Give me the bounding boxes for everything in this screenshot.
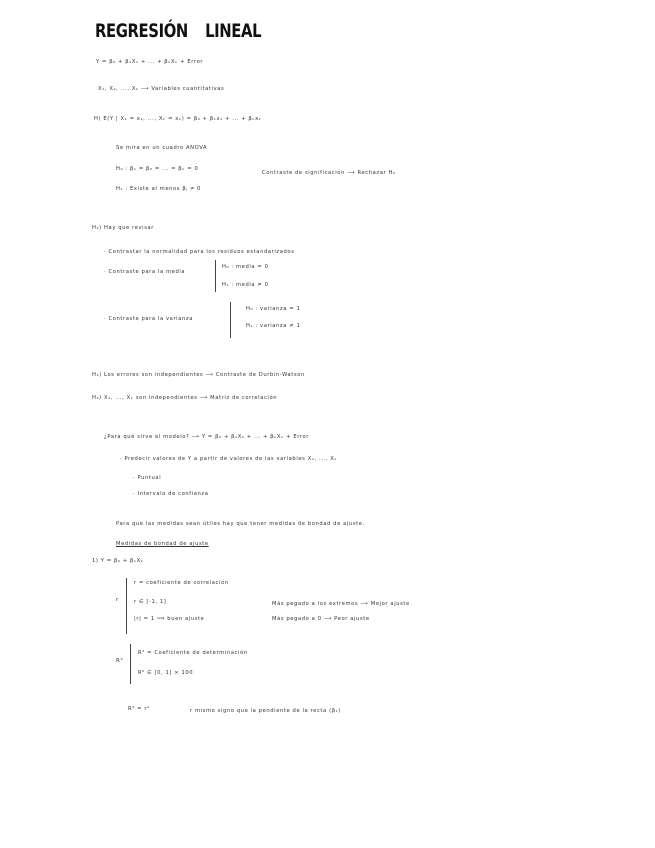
predict-line: · Predecir valores de Y a partir de valores de las variables X₁, ..., Xₖ [120,456,338,462]
title-word-regresion: REGRESIÓN [95,20,188,42]
mean-h0-line: H₀ : media = 0 [222,264,269,270]
better-fit-line: Más pegado a los extremos ⟶ Mejor ajuste [272,601,410,607]
worse-fit-line: Más pegado a 0 ⟶ Peor ajuste [272,616,370,622]
r-brace [126,578,127,634]
hypothesis-1: H) E(Y | X₁ = x₁, ..., Xₖ = xₖ) = β₀ + β₁x₁ + ... + βₖxₖ [94,116,262,122]
model-equation: Y = β₀ + β₁X₁ + ... + βₖXₖ + Error [96,59,204,65]
variance-contrast-line: · Contraste para la varianza [104,316,193,322]
r2-label: R² [116,658,124,664]
page-title [95,20,278,42]
r-definition-line: r = coeficiente de correlación [134,580,229,586]
r2-range-line: R² ∈ [0, 1] × 100 [138,670,194,676]
title-word-lineal: LINEAL [205,20,262,42]
measures-note-line: Para que las medidas sean útiles hay que tener medidas de bondad de ajuste. [116,521,365,527]
r-range-line: r ∈ [-1, 1] [134,599,167,605]
r-sign-line: r mismo signo que la pendiente de la recta (β₁) [190,708,341,714]
r-abs-line: |r| = 1 ⟹ buen ajuste [134,616,205,622]
simple-model-line: 1) Y = β₀ + β₁X₁ [92,558,144,564]
anova-line: Se mira en un cuadro ANOVA [116,145,208,151]
purpose-line: ¿Para qué sirve el modelo? ⟶ Y = β₀ + β₁X₁ + ... + βₖXₖ + Error [104,434,309,440]
variance-h0-line: H₀ : varianza = 1 [246,306,301,312]
r2-brace [130,644,131,684]
variables-line: X₁, X₂, ..., Xₖ ⟶ Variables cuantitativas [98,86,225,92]
normality-line: · Contrastar la normalidad para los residuos estandarizados [104,249,295,255]
goodness-of-fit-heading: Medidas de bondad de ajuste [116,541,209,547]
mean-brace [215,260,216,292]
mean-h1-line: H₁ : media ≠ 0 [222,282,269,288]
hypothesis-3: H₃) Los errores son independientes ⟶ Contraste de Durbin-Watson [92,372,305,378]
interval-line: · Intervalo de confianza [133,491,209,497]
significance-contrast-line: Contraste de significación ⟶ Rechazar H₀ [262,170,396,176]
h0-betas-line: H₀ : β₁ = β₂ = ... = βₖ = 0 [116,166,199,172]
hypothesis-2: H₂) Hay que revisar [92,225,155,231]
variance-brace [230,302,231,338]
variance-h1-line: H₁ : varianza ≠ 1 [246,323,301,329]
r2-definition-line: R² = Coeficiente de determinación [138,650,248,656]
point-line: · Puntual [133,475,162,481]
hypothesis-4: H₄) X₁, ..., Xₖ son independientes ⟶ Matriz de correlación [92,395,278,401]
h1-betas-line: H₁ : Existe al menos βⱼ ≠ 0 [116,186,202,192]
r-label: r [116,597,119,603]
r2-equals-r-squared: R² = r² [128,706,150,712]
mean-contrast-line: · Contraste para la media [104,269,186,275]
